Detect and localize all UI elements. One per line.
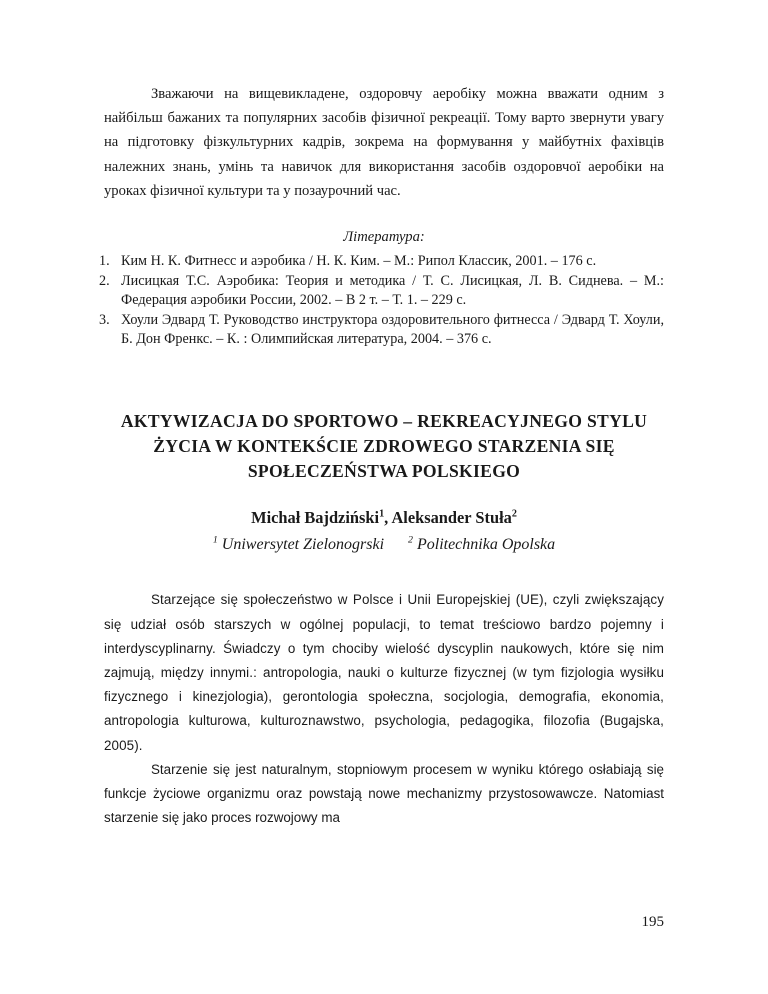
- author-name: Aleksander Stuła: [391, 508, 512, 528]
- author-affiliation-mark: 1: [379, 508, 385, 520]
- reference-text: Лисицкая Т.С. Аэробика: Теория и методика / Т. С. Лисицкая, Л. В. Сиднева. – М.: Федерация аэробики России, 2002. – В 2 т. – Т. 1. – 229 с.: [121, 272, 664, 309]
- reference-text: Ким Н. К. Фитнесс и аэробика / Н. К. Ким. – М.: Рипол Классик, 2001. – 176 с.: [121, 253, 597, 270]
- reference-item: [99, 272, 664, 311]
- reference-number: 2.: [99, 272, 110, 289]
- article-title: AKTYWIZACJA DO SPORTOWO – REKREACYJNEGO STYLU ŻYCIA W KONTEKŚCIE ZDROWEGO STARZENIA SIĘ SPOŁECZEŃSTWA POLSKIEGO: [120, 410, 648, 481]
- reference-text: Хоули Эдвард Т. Руководство инструктора оздоровительного фитнесса / Эдвард Т. Хоули, Б. Дон Френкс. – К. : Олимпийская литература, 2004. – 376 с.: [121, 311, 664, 348]
- author-name: Michał Bajdziński: [251, 508, 380, 528]
- affiliations-line: [104, 536, 664, 554]
- reference-item: [99, 252, 664, 272]
- references-list: [99, 252, 664, 350]
- reference-number: 3.: [99, 311, 110, 328]
- affiliation: Politechnika Opolska: [412, 536, 556, 554]
- affiliation-mark: 2: [408, 535, 413, 547]
- intro-paragraph: Зважаючи на вищевикладене, оздоровчу аеробіку можна вважати одним з найбільш бажаних та популярних засобів фізичної рекреації. Тому варто звернути увагу на підготовку фізкультурних кадрів, зокрема на формування у майбутніх фахівців належних знань, умінь та навичок для використання засобів оздоровчої аеробіки на уроках фізичної культури та у позаурочний час.: [104, 86, 664, 199]
- body-paragraph: Starzejące się społeczeństwo w Polsce i Unii Europejskiej (UE), czyli zwiększający się udział osób starszych w ogólnej populacji, to temat treściowo bardzo pojemny i interdyscyplinarny. Świadczy o tym chociby wielość dyscyplin naukowych, które się nim zajmują, między innymi.: antropologia, nauki o kulturze fizycznej (w tym fizjologia wysiłku fizycznego i kinezjologia), gerontologia społeczna, socjologia, demografia, ekonomia, antropologia kulturowa, kulturoznawstwo, psychologia, pedagogika, filozofia (Bugajska, 2005).: [104, 592, 664, 753]
- authors-line: [104, 508, 664, 528]
- affiliation: Uniwersytet Zielonogrski: [217, 536, 385, 554]
- body-paragraph: Starzenie się jest naturalnym, stopniowym procesem w wyniku którego osłabiają się funkcje życiowe organizmu oraz powstają nowe mechanizmy przystosowawcze. Natomiast starzenie się jako proces rozwojowy ma: [104, 761, 664, 826]
- author-affiliation-mark: 2: [511, 508, 517, 520]
- affiliation-mark: 1: [212, 535, 218, 547]
- author-separator: ,: [384, 508, 392, 528]
- page-content: [99, 82, 664, 830]
- reference-number: 1.: [99, 253, 110, 270]
- reference-item: [99, 311, 664, 350]
- page-number: 195: [641, 914, 664, 930]
- references-title: Література:: [343, 229, 425, 246]
